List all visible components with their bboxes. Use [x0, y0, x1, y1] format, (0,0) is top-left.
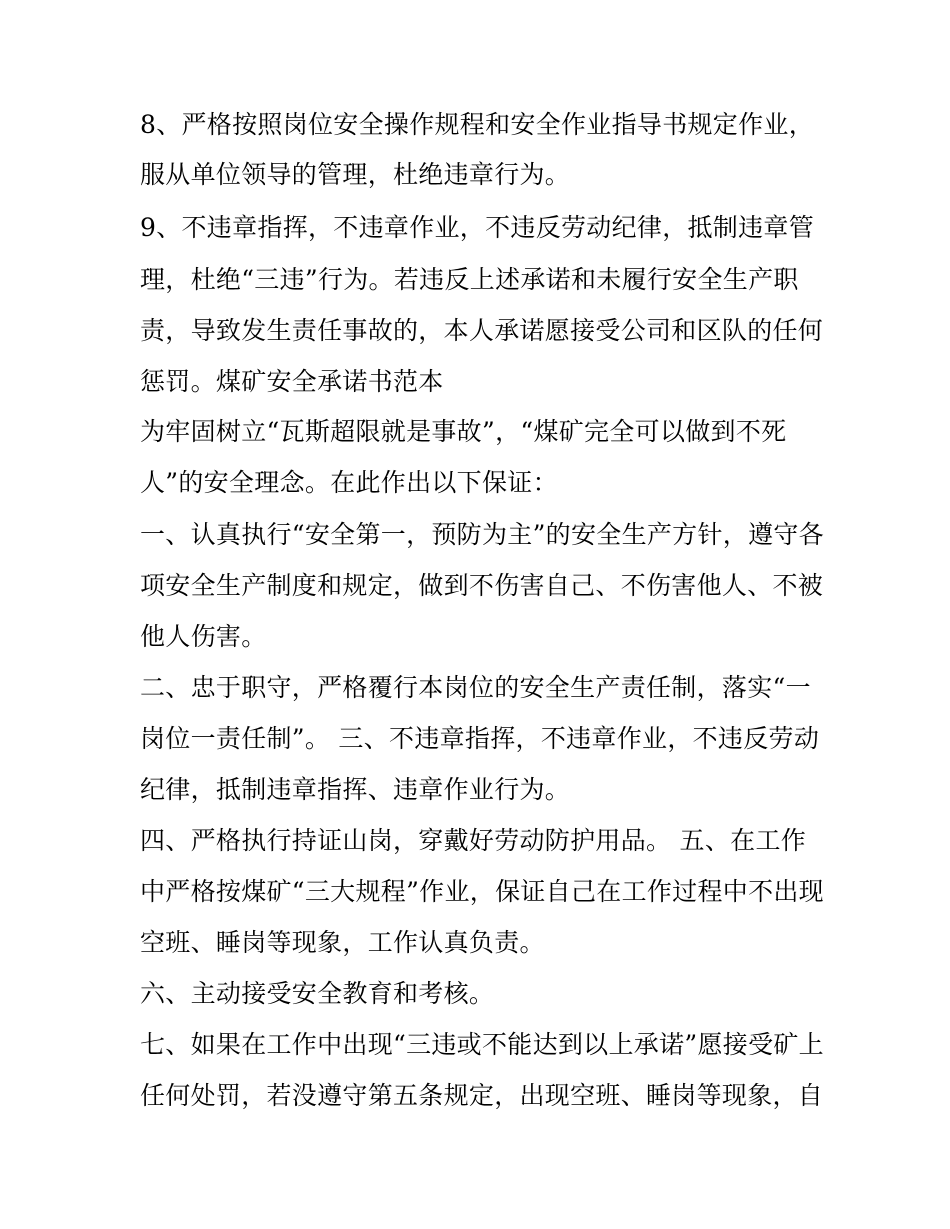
text-line: 岗位一责任制”。 三、不违章指挥，不违章作业，不违反劳动	[140, 724, 820, 753]
text-line: 纪律，抵制违章指挥、违章作业行为。	[140, 775, 571, 804]
text-line: 人”的安全理念。在此作出以下保证：	[140, 468, 558, 497]
text-line: 他人伤害。	[140, 622, 267, 651]
text-line: 四、严格执行持证山岗，穿戴好劳动防护用品。 五、在工作	[140, 826, 807, 855]
text-line: 惩罚。煤矿安全承诺书范本	[140, 367, 444, 396]
text-line: 中严格按煤矿“三大规程”作业，保证自己在工作过程中不出现	[140, 877, 824, 906]
text-line: 为牢固树立“瓦斯超限就是事故”，“煤矿完全可以做到不死	[140, 417, 787, 446]
text-line: 空班、睡岗等现象，工作认真负责。	[140, 928, 545, 957]
text-line: 七、如果在工作中出现“三违或不能达到以上承诺”愿接受矿上	[140, 1030, 824, 1059]
text-line: 9、不违章指挥，不违章作业，不违反劳动纪律，抵制违章管	[140, 213, 815, 242]
text-line: 一、认真执行“安全第一，预防为主”的安全生产方针，遵守各	[140, 520, 824, 549]
text-line: 8、严格按照岗位安全操作规程和安全作业指导书规定作业，	[140, 110, 815, 139]
text-line: 二、忠于职守，严格覆行本岗位的安全生产责任制，落实“一	[140, 673, 811, 702]
text-line: 任何处罚，若没遵守第五条规定，出现空班、睡岗等现象，自	[140, 1081, 824, 1110]
text-line: 理，杜绝“三违”行为。若违反上述承诺和未履行安全生产职	[140, 265, 799, 294]
text-line: 项安全生产制度和规定，做到不伤害自己、不伤害他人、不被	[140, 571, 824, 600]
text-line: 责，导致发生责任事故的，本人承诺愿接受公司和区队的任何	[140, 316, 824, 345]
text-line: 服从单位领导的管理，杜绝违章行为。	[140, 160, 571, 189]
text-line: 六、主动接受安全教育和考核。	[140, 979, 495, 1008]
